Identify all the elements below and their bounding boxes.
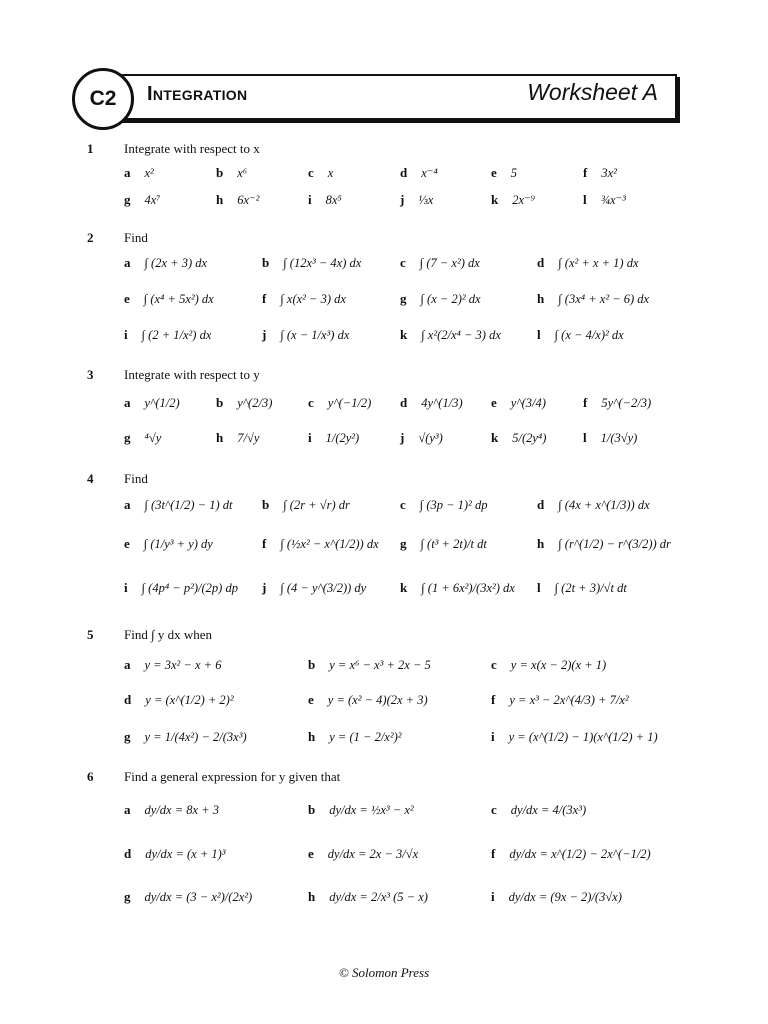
part-label: b (216, 165, 224, 180)
copyright-footer: © Solomon Press (338, 965, 430, 980)
question-part (400, 282, 481, 316)
part-expression: ∫ (2 + 1/x²) dx (141, 327, 212, 342)
part-label: d (400, 395, 408, 410)
part-expression: y = 1/(4x²) − 2/(3x³) (144, 729, 247, 744)
part-expression: ∫ (x − 1/x³) dx (280, 327, 350, 342)
part-label: a (124, 657, 131, 672)
part-label: c (400, 497, 406, 512)
question-number: 1 (87, 141, 94, 156)
part-label: h (308, 889, 316, 904)
part-expression: y = x(x − 2)(x + 1) (510, 657, 607, 672)
question-part (400, 183, 433, 217)
part-label: i (124, 580, 128, 595)
question-part (124, 683, 234, 717)
question-part (124, 488, 232, 522)
question-part (537, 318, 624, 352)
part-expression: 2x⁻⁹ (512, 193, 535, 207)
question-part (124, 246, 207, 280)
question-part (308, 183, 342, 217)
part-expression: 5y^(−2/3) (601, 395, 652, 410)
part-label: l (583, 192, 587, 207)
question-part (537, 246, 639, 280)
part-expression: ¾x⁻³ (600, 193, 626, 207)
part-expression: x⁻⁴ (421, 166, 438, 180)
part-expression: 7/√y (237, 430, 260, 445)
question-instruction: Integrate with respect to x (124, 141, 260, 156)
part-expression: ∫ x²(2/x⁴ − 3) dx (421, 327, 501, 342)
question-part (262, 318, 349, 352)
question-part (124, 720, 247, 754)
question-part (262, 488, 350, 522)
part-label: b (308, 657, 316, 672)
part-label: g (124, 430, 131, 445)
question-part (308, 880, 428, 914)
part-label: b (262, 497, 270, 512)
part-label: j (400, 430, 405, 445)
part-label: e (308, 846, 314, 861)
question-number: 2 (87, 230, 94, 245)
question-part (537, 282, 649, 316)
question-part (124, 793, 219, 827)
part-label: b (308, 802, 316, 817)
part-expression: dy/dx = ½x³ − x² (329, 802, 414, 817)
part-expression: y = 3x² − x + 6 (144, 657, 222, 672)
part-expression: 4y^(1/3) (421, 395, 463, 410)
part-label: a (124, 255, 131, 270)
part-expression: ∫ x(x² − 3) dx (280, 291, 346, 306)
part-expression: y^(3/4) (510, 395, 546, 410)
part-expression: y = (x^(1/2) − 1)(x^(1/2) + 1) (508, 729, 658, 744)
part-expression: y = x³ − 2x^(4/3) + 7/x² (509, 692, 629, 707)
question-part (491, 880, 622, 914)
question-part (400, 386, 463, 420)
question-part (400, 571, 515, 605)
part-label: g (400, 291, 407, 306)
part-expression: ∫ (7 − x²) dx (419, 255, 480, 270)
part-label: e (124, 291, 130, 306)
part-expression: dy/dx = (3 − x²)/(2x²) (144, 889, 253, 904)
question-part (491, 683, 629, 717)
question-part (400, 246, 480, 280)
part-expression: ∫ (4p⁴ − p²)/(2p) dp (141, 580, 238, 595)
page-title: Integration (147, 83, 248, 105)
question-part (308, 386, 371, 420)
question-part (124, 571, 238, 605)
question-part (216, 421, 259, 455)
part-expression: ∫ (3p − 1)² dp (419, 497, 488, 512)
question-part (537, 488, 650, 522)
question-part (308, 421, 359, 455)
part-label: j (262, 580, 267, 595)
part-expression: dy/dx = (9x − 2)/(3√x) (508, 889, 622, 904)
part-label: f (583, 165, 588, 180)
part-label: e (124, 536, 130, 551)
question-instruction: Find (124, 230, 148, 245)
part-expression: y = x⁶ − x³ + 2x − 5 (329, 657, 431, 672)
question-part (124, 282, 214, 316)
part-expression: y^(1/2) (144, 395, 180, 410)
part-label: a (124, 802, 131, 817)
question-part (491, 720, 658, 754)
question-part (400, 318, 501, 352)
part-expression: y^(−1/2) (327, 395, 372, 410)
part-label: f (491, 692, 496, 707)
part-expression: ∫ (r^(1/2) − r^(3/2)) dr (558, 536, 671, 551)
question-part (491, 421, 546, 455)
part-expression: ∫ (x² + x + 1) dx (558, 255, 639, 270)
part-expression: 1/(2y²) (325, 430, 360, 445)
question-part (400, 421, 443, 455)
part-label: k (491, 430, 499, 445)
part-expression: 3x² (601, 165, 617, 180)
part-expression: ∫ (x⁴ + 5x²) dx (143, 291, 214, 306)
part-expression: 5/(2y⁴) (512, 430, 547, 445)
question-number: 3 (87, 367, 94, 382)
part-label: l (583, 430, 587, 445)
part-label: h (216, 430, 224, 445)
part-label: j (400, 192, 405, 207)
part-label: a (124, 395, 131, 410)
part-label: e (491, 165, 497, 180)
part-expression: x⁶ (237, 165, 248, 180)
part-label: d (400, 165, 408, 180)
question-part (583, 386, 651, 420)
question-part (308, 720, 402, 754)
part-expression: ∫ (2r + √r) dr (283, 497, 350, 512)
part-expression: dy/dx = 2x − 3/√x (327, 846, 419, 861)
question-part (491, 386, 546, 420)
part-expression: ∫ (2t + 3)/√t dt (554, 580, 627, 595)
question-part (308, 648, 431, 682)
question-part (537, 527, 671, 561)
part-label: i (308, 430, 312, 445)
question-part (400, 488, 487, 522)
part-label: j (262, 327, 267, 342)
course-code: C2 (89, 87, 117, 110)
question-part (491, 837, 651, 871)
part-label: l (537, 327, 541, 342)
question-part (583, 421, 637, 455)
part-expression: dy/dx = x^(1/2) − 2x^(−1/2) (509, 846, 651, 861)
question-number: 5 (87, 627, 94, 642)
part-label: d (124, 846, 132, 861)
question-part (262, 571, 366, 605)
part-label: i (124, 327, 128, 342)
part-expression: ∫ (1/y³ + y) dy (143, 536, 213, 551)
question-part (124, 527, 213, 561)
question-part (491, 183, 535, 217)
question-part (262, 527, 379, 561)
part-label: k (491, 192, 499, 207)
part-label: b (216, 395, 224, 410)
question-part (491, 793, 586, 827)
part-expression: ∫ (12x³ − 4x) dx (283, 255, 362, 270)
course-code-badge (72, 68, 134, 130)
part-label: c (491, 657, 497, 672)
part-expression: y = (1 − 2/x²)² (329, 729, 402, 744)
part-expression: ∫ (2x + 3) dx (144, 255, 208, 270)
part-label: d (537, 497, 545, 512)
part-label: k (400, 580, 408, 595)
part-expression: y = (x² − 4)(2x + 3) (327, 692, 428, 707)
question-instruction: Find a general expression for y given that (124, 769, 341, 784)
part-label: f (491, 846, 496, 861)
question-part (491, 648, 606, 682)
part-label: i (491, 729, 495, 744)
part-label: d (537, 255, 545, 270)
question-part (124, 386, 180, 420)
question-part (124, 183, 161, 217)
question-part (262, 282, 346, 316)
part-label: c (400, 255, 406, 270)
part-label: i (491, 889, 495, 904)
part-expression: ∫ (3t^(1/2) − 1) dt (144, 497, 233, 512)
part-expression: ∫ (x − 4/x)² dx (554, 327, 624, 342)
part-label: l (537, 580, 541, 595)
part-expression: x (327, 165, 334, 180)
part-label: e (308, 692, 314, 707)
part-expression: ∫ (½x² − x^(1/2)) dx (280, 536, 379, 551)
part-label: e (491, 395, 497, 410)
part-expression: 6x⁻² (237, 193, 260, 207)
question-part (400, 527, 487, 561)
part-label: k (400, 327, 408, 342)
part-label: h (537, 536, 545, 551)
part-expression: dy/dx = 4/(3x³) (510, 802, 587, 817)
question-part (537, 571, 627, 605)
part-label: d (124, 692, 132, 707)
question-part (216, 183, 259, 217)
part-expression: 5 (510, 165, 518, 180)
part-expression: 4x⁷ (144, 192, 161, 207)
question-part (308, 793, 414, 827)
part-expression: y = (x^(1/2) + 2)² (145, 692, 234, 707)
part-label: f (583, 395, 588, 410)
part-expression: ∫ (4 − y^(3/2)) dy (280, 580, 367, 595)
part-label: c (308, 165, 314, 180)
question-number: 4 (87, 471, 94, 486)
part-label: g (124, 192, 131, 207)
part-label: h (216, 192, 224, 207)
question-instruction: Integrate with respect to y (124, 367, 260, 382)
part-label: h (308, 729, 316, 744)
question-part (124, 648, 221, 682)
part-label: a (124, 497, 131, 512)
question-part (216, 386, 272, 420)
part-expression: x² (144, 165, 154, 180)
part-label: f (262, 536, 267, 551)
part-expression: ∫ (t³ + 2t)/t dt (420, 536, 487, 551)
question-part (124, 421, 161, 455)
part-label: i (308, 192, 312, 207)
question-instruction: Find ∫ y dx when (124, 627, 213, 642)
question-part (262, 246, 361, 280)
question-number: 6 (87, 769, 94, 784)
part-label: b (262, 255, 270, 270)
part-expression: ∫ (3x⁴ + x² − 6) dx (558, 291, 650, 306)
question-part (124, 880, 252, 914)
part-label: c (491, 802, 497, 817)
part-expression: dy/dx = 2/x³ (5 − x) (329, 889, 428, 904)
question-part (124, 318, 211, 352)
part-label: a (124, 165, 131, 180)
part-expression: √(y³) (418, 430, 443, 445)
part-label: g (124, 889, 131, 904)
part-expression: 8x⁵ (325, 192, 342, 207)
part-expression: dy/dx = (x + 1)³ (145, 846, 226, 861)
part-expression: ⅓x (418, 192, 434, 207)
question-part (583, 183, 626, 217)
part-expression: ∫ (1 + 6x²)/(3x²) dx (421, 580, 515, 595)
part-label: h (537, 291, 545, 306)
part-expression: dy/dx = 8x + 3 (144, 802, 219, 817)
question-part (124, 837, 226, 871)
part-expression: ∫ (x − 2)² dx (420, 291, 481, 306)
question-part (308, 837, 418, 871)
part-label: c (308, 395, 314, 410)
question-part (308, 683, 428, 717)
worksheet-name: Worksheet A (527, 79, 658, 105)
part-label: g (124, 729, 131, 744)
question-instruction: Find (124, 471, 148, 486)
part-expression: ⁴√y (144, 430, 162, 445)
part-label: f (262, 291, 267, 306)
part-label: g (400, 536, 407, 551)
part-expression: y^(2/3) (237, 395, 273, 410)
part-expression: ∫ (4x + x^(1/3)) dx (558, 497, 650, 512)
part-expression: 1/(3√y) (600, 430, 638, 445)
